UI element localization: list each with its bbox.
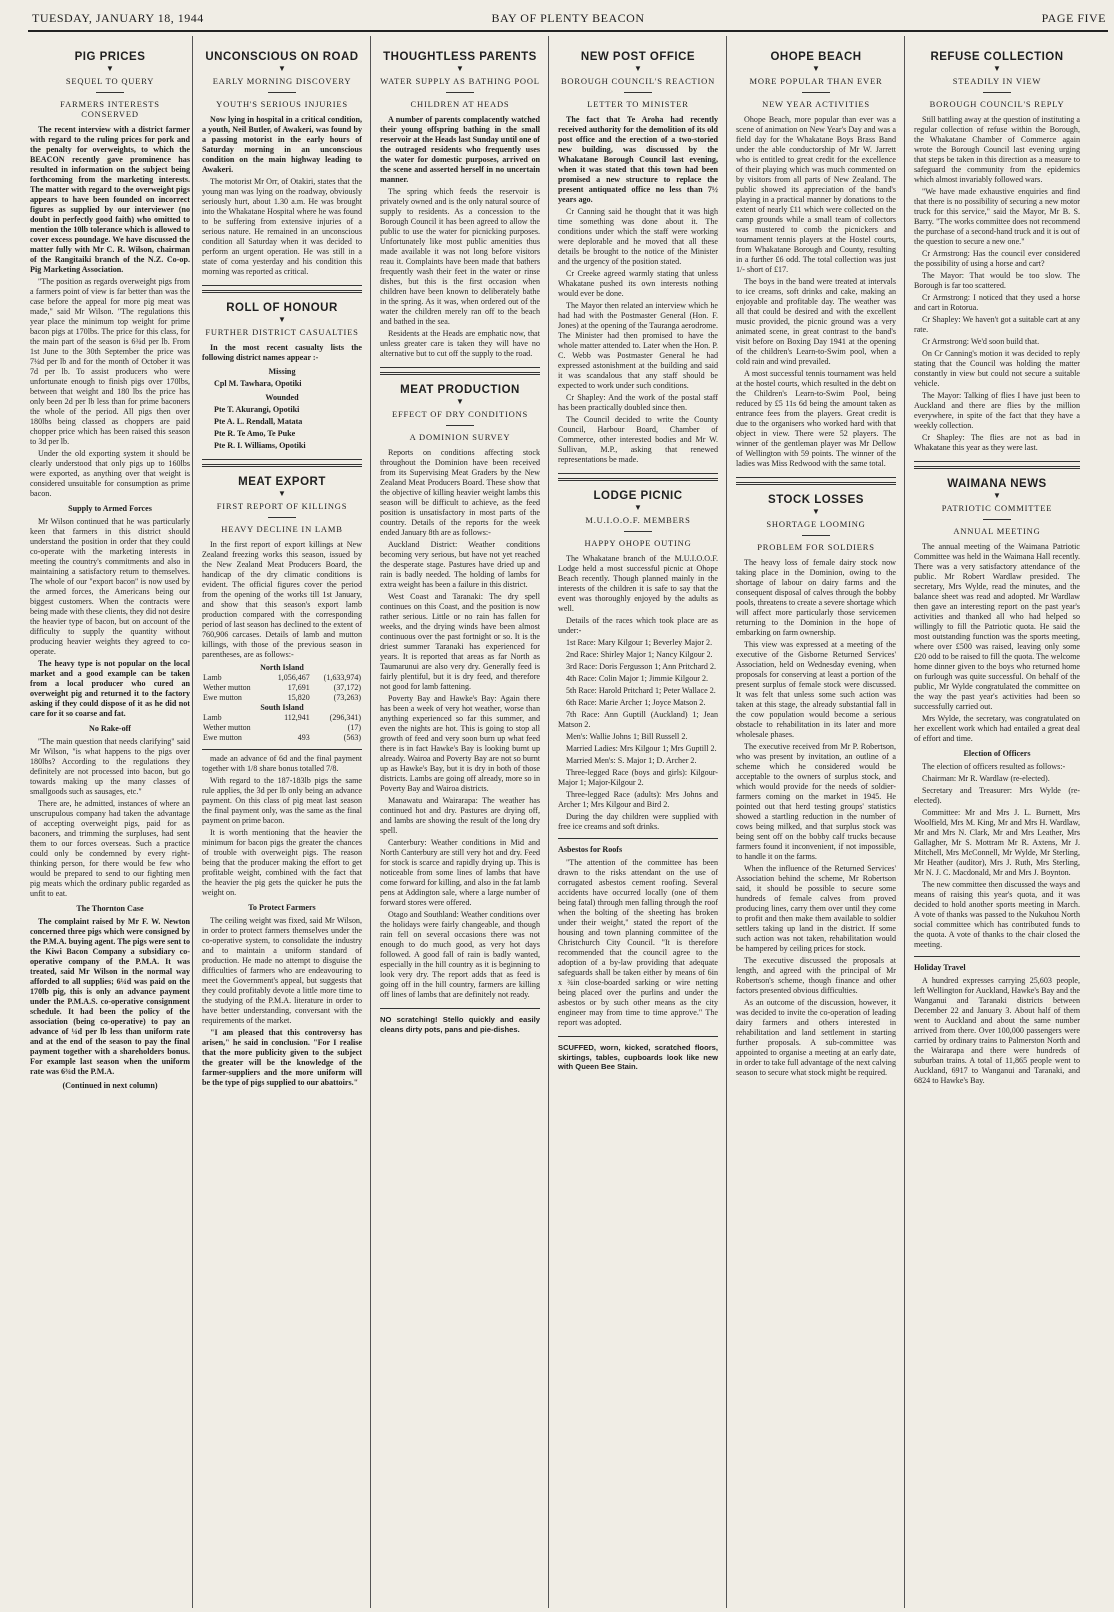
side-heading: Election of Officers [963,749,1031,758]
table-row [202,673,362,683]
paragraph: The motorist Mr Orr, of Otakiri, states that the young man was lying on the roadway, obviously seriously hurt, about 1.30 a.m. He was brought into the Whakatane Hospital where he was found to be suffering from extensive injuries of a serious nature. He remained in an unconscious condition all Saturday when it was decided to perform an urgent operation. He was still in a state of coma yesterday and his condition this morning was reported as critical. [202,177,362,276]
paragraph: With regard to the 187-183lb pigs the same rule applies, the 3d per lb only being an advance payment. On this class of pig meat last season the final payment only, was the same as the final payment on prime bacon. [202,776,362,825]
paragraph: When the influence of the Returned Services' Association behind the scheme, Mr Robertson said, it should be possible to secure some hundreds of female calves from proved producing lines, carry them over until they come to profit and then make them available to soldier settlers taking up land in the district. If some such action was not taken, rehabilitation would be hampered by ceiling prices for stock. [736,864,896,953]
wavy-divider [380,367,540,375]
side-heading: Supply to Armed Forces [68,504,152,513]
newspaper-title: BAY OF PLENTY BEACON [491,11,645,25]
table-cell: (37,172) [333,683,361,692]
paragraph: "The attention of the committee has been drawn to the risks attendant on the use of corrugated asbestos cement roofing. Several accidents have occurred locally (one of them being fatal) through men falling through the roof when the bolting of the sheeting has broken under their weight," stated the report of the housing and town planning committee of the Christchurch City Council. "It is therefore recommended that the council agree to the adoption of a by-law providing that adequate safeguards shall be taken either by means of 6in x ¾in close-boarded sarking or wire netting being placed over the purlins and under the asbestos or by such other means as the city engineer may from time to time approve." The report was adopted. [558,858,718,1027]
paragraph: Poverty Bay and Hawke's Bay: Again there has been a week of very hot weather, worse than anything experienced so far this summer, and even the nights are hot. This is going to stop all growth of feed and very soon burn up what feed there is in fact Hawke's Bay is looking burnt up already. Wairoa and Poverty Bay are not so burnt up as Hawke's Bay, but it is dry in both of those districts. Lambs are going off already, more so in Poverty Bay and Wairoa districts. [380,694,540,793]
race-result: 6th Race: Marie Archer 1; Joyce Matson 2. [566,698,706,707]
article-lead: A number of parents complacently watched their young offspring bathing in the small reservoir at the Heads last Sunday until one of the outraged residents who frequently uses the water for domestic purposes, arrived on the scene and asserted herself in no uncertain manner. [380,115,540,184]
paragraph: The Council decided to write the County Council, Harbour Board, Chamber of Commerce, other interested bodies and Mr W. Sullivan, M.P., asking that renewed representations be made. [558,415,718,464]
race-result: Married Men's: S. Major 1; D. Archer 2. [566,756,697,765]
triangle-ornament: ▼ [278,315,286,324]
paragraph: West Coast and Taranaki: The dry spell continues on this Coast, and the position is now rather serious. Little or no rain has fallen for weeks, and the drying winds have been almost continuous over the past fortnight or so. It is the driest summer Taranaki has experienced for years. It is reported that areas as far North as Taumarunui are also very dry. Generally feed is fairly plentiful, but it is dry feed, and therefore not good for lamb fattening. [380,592,540,691]
article-subhead: SEQUEL TO QUERY [65,76,155,86]
paragraph: The spring which feeds the reservoir is privately owned and is the only natural source of supply to residents. As a concession to the Borough Council it has been agreed to allow the public to use the water for picnicking purposes. Unfortunately like most public amenities thus made available it was not long before visitors reau it. Complaints have been made that bathers frequently wash their feet in the water or rinse dishes, but this is the first occasion when children have been known to deliberately bathe in the spring. As it was, when ordered out of the water the children merely ran off to the beach and bathed in the sea. [380,187,540,326]
article-stock-losses [736,495,896,1078]
list-item: Pte R. Te Amo, Te Puke [214,429,296,438]
paragraph: Otago and Southland: Weather conditions over the holidays were fairly changeable, and though rain fell on several occasions there was not enough to do much good, as very hot days followed. A good fall of rain is badly wanted, especially in the hill country as it is beginning to look very dry. The report adds that as feed is going off in the hill country, farmers are killing off lines of lambs that are definitely not ready. [380,910,540,999]
side-heading: Holiday Travel [914,963,966,972]
side-heading: To Protect Farmers [248,903,316,912]
side-heading: Asbestos for Roofs [558,845,623,854]
article-headline: STOCK LOSSES [768,494,864,506]
article-subhead: PATRIOTIC COMMITTEE [941,503,1053,513]
wavy-divider [202,285,362,293]
table-cell: Wether mutton [203,683,251,692]
paragraph: The executive received from Mr P. Robertson, who was present by invitation, an outline of a scheme which he considered would be acceptable to the owners of surplus stock, and which would provide for the needs of soldier-farmers coming on the market in 1945. He pointed out that herd testing groups' statistics showed a startling reduction in the number of cows being milked, and that surplus stock was being sent off on the bobby calf trucks because farmers found it inconvenient, if not impossible, to handle it on the farms. [736,742,896,861]
divider [558,838,718,839]
article-waimana-news [914,479,1080,950]
table-group-heading: South Island [260,703,304,712]
race-result: 1st Race: Mary Kilgour 1; Beverley Major 2. [566,638,713,647]
paragraph: made an advance of 6d and the final payment together with 1/8 share bonus totalled 7/8. [202,754,362,773]
paragraph: The Mayor: That would be too slow. The Borough is far too scattered. [914,271,1080,290]
paragraph: Still battling away at the question of instituting a regular collection of refuse within the Borough, the Whakatane Chamber of Commerce again wrote the Borough Council last evening urging that steps be taken in this direction as a measure to safeguard the community from the epidemics which almost invariably followed wars. [914,115,1080,184]
paragraph: Ohope Beach, more popular than ever was a scene of animation on New Year's Day and was a field day for the Whakatane Boys Brass Band under the able conductorship of Mr W. Jarrett who is entitled to great credit for the excellence of their playing which was much commented on by visitors from all parts of New Zealand. The public showed its appreciation of the band's playing in a practical manner by donations to the extent of nearly £11 which were collected on the camp grounds while a small team of collectors was mustered to comb the picnickers and tournament tennis players at the Hostel courts, from Whakatane Borough and County, resulting in a further £6 odd. The total collection was just 1/- short of £17. [736,115,896,274]
paragraph: The heavy loss of female dairy stock now taking place in the Dominion, owing to the shortage of labour on dairy farms and the consequent disposal of calves through the bobby pools, threatens to create a severe shortage which will affect more particularly those servicemen returning to the Dominion in the hope of embarking on farm ownership. [736,558,896,637]
article-subhead: MORE POPULAR THAN EVER [749,76,883,86]
table-cell: Wether mutton [203,723,251,732]
article-subhead: EARLY MORNING DISCOVERY [212,76,352,86]
article-refuse-collection [914,52,1080,453]
triangle-ornament: ▼ [634,64,642,73]
side-heading: No Rake-off [88,724,132,733]
article-headline: REFUSE COLLECTION [930,51,1064,63]
paragraph: Cr Canning said he thought that it was high time something was done about it. The conditions under which the staff were working were deplorable and he moved that all these details be brought to the notice of the Minister and the urgency of the position stated. [558,207,718,266]
table-cell: 15,820 [287,693,310,702]
divider [983,92,1011,93]
article-headline: MEAT PRODUCTION [400,384,520,396]
article-headline: PIG PRICES [74,51,146,63]
article-subhead: EFFECT OF DRY CONDITIONS [391,409,529,419]
page-number: PAGE FIVE [1041,11,1106,25]
divider [268,92,296,93]
race-result: Three-legged Race (boys and girls): Kilgour-Major 1; Major-Kilgour 2. [558,768,718,787]
masthead [28,6,1108,32]
article-headline: THOUGHTLESS PARENTS [383,51,537,63]
article-subhead: WATER SUPPLY AS BATHING POOL [380,76,540,86]
article-meat-export [202,477,362,743]
paragraph: Mr Wilson continued that he was particularly keen that farmers in this district should understand the position in order that they could co-operate with the marketing interests in meeting the country's commitments and also in maintaining a satisfactory return to themselves. The whole of our "export bacon" is now used by the armed forces, the Americans being our biggest customers. When the contracts were being made with these clients, they did not desire the heavier type of bacon, but on account of the difficulty to supply the quantity without producing heavier weights they agreed to co-operate. [30,517,190,656]
paragraph: Cr Armstrong: I noticed that they used a horse and cart in Rotorua. [914,293,1080,312]
article-pig-prices-continued [202,754,362,1088]
article-subhead: YOUTH'S SERIOUS INJURIES [216,99,348,109]
table-cell [267,723,311,733]
table-cell: (563) [343,733,361,742]
paragraph: The heavy type is not popular on the local market and a good example can be taken from a local producer who cured an overweight pig and returned it to the factory asking if they could dispose of it as he did not care for it so coarse and fat. [30,659,190,718]
table-cell: Ewe mutton [203,733,242,742]
column-3 [380,38,540,1608]
article-subhead: FIRST REPORT OF KILLINGS [216,501,348,511]
article-subhead: A DOMINION SURVEY [409,432,511,442]
race-result: Men's: Wallie Johns 1; Bill Russell 2. [566,732,688,741]
paragraph: "We have made exhaustive enquiries and find that there is no possibility of securing a new motor truck for this service," said the Mayor, Mr B. S. Barry. "The works committee does not recommend the purchase of a second-hand truck and it is out of the question to secure a new one." [914,187,1080,246]
race-result: 2nd Race: Shirley Major 1; Nancy Kilgour 2. [566,650,713,659]
article-subhead: SHORTAGE LOOMING [766,519,866,529]
table-row [202,733,362,743]
divider [268,517,296,518]
paragraph: Auckland District: Weather conditions becoming very serious, but have not yet reached the desperate stage. Pastures have dried up and rain is badly needed. The holding of lambs for extra weight has been a failure in this district. [380,540,540,589]
article-headline: OHOPE BEACH [770,51,862,63]
race-result: 5th Race: Harold Pritchard 1; Peter Wallace 2. [566,686,716,695]
paragraph: Mrs Wylde, the secretary, was congratulated on her excellent work which had entailed a great deal of effort and time. [914,714,1080,743]
wavy-divider [558,473,718,481]
continued-note: (Continued in next column) [62,1081,158,1090]
table-cell: 112,941 [284,713,310,722]
column-5 [736,38,896,1608]
article-headline: UNCONSCIOUS ON ROAD [205,51,359,63]
article-headline: WAIMANA NEWS [947,478,1047,490]
list-item: Pte R. I. Williams, Opotiki [214,441,306,450]
article-subhead: BOROUGH COUNCIL'S REACTION [560,76,716,86]
paragraph: The Whakatane branch of the M.U.I.O.O.F. Lodge held a most successful picnic at Ohope Beach recently. Though planned mainly in the interests of the children it is safe to say that the event was thoroughly enjoyed by the adults as well. [558,554,718,613]
column-rule [192,36,193,1608]
table-row [202,683,362,693]
divider [624,531,652,532]
table-cell: 493 [297,733,310,742]
table-cell: 1,056,467 [277,673,310,682]
article-subhead: FARMERS INTERESTS CONSERVED [60,99,160,119]
paragraph: Cr Armstrong: Has the council ever considered the possibility of using a horse and cart? [914,249,1080,268]
paragraph: As an outcome of the discussion, however, it was decided to invite the co-operation of leading dairy farmers and others interested in rehabilitation and land settlement in starting further proposals. A sub-committee was appointed to organise a meeting at an early date, in order to take full advantage of the next calving season to secure what stock might be required. [736,998,896,1077]
divider [983,519,1011,520]
paragraph: A hundred expresses carrying 25,603 people, left Wellington for Auckland, Hawke's Bay and the Wanganui and Taranaki districts between December 22 and January 3. About half of them went to Auckland and about the same number arrived from there. Over 100,000 passengers were carried by ordinary trains to Palmerston North and the Wairarapa and there were hundreds of suburban trains. A total of 11,865 people went to Auckland, 6917 to Wanganui and Taranaki, and 6824 to Hawke's Bay. [914,976,1080,1085]
paragraph: Secretary and Treasurer: Mrs Wylde (re-elected). [914,786,1080,805]
article-new-post-office [558,52,718,465]
article-headline: MEAT EXPORT [238,476,326,488]
paragraph: The new committee then discussed the ways and means of raising this year's quota, and it was decided to hold another sports meeting in March. A vote of thanks was passed to the Nukuhou North social committee which has contributed funds to the quota. A vote of thanks to the chair closed the meeting. [914,880,1080,949]
paragraph: The election of officers resulted as follows:- [922,762,1066,771]
article-holiday-travel [914,963,1080,1086]
wavy-divider [736,477,896,485]
paragraph: "The main question that needs clarifying" said Mr Wilson, "is what happens to the pigs over 180lbs? According to the regulations they definitely are not processed into bacon, but go towards making up the many classes of smallgoods such as sausages, etc." [30,737,190,796]
paragraph: A most successful tennis tournament was held at the hostel courts, which resulted in the debt on the Children's Learn-to-Swim Pool, being reduced by £5 11s 6d being the amount taken as entrance fees from the players. Great credit is due to the organisers who worked hard with that object in view. There were 52 players. The winner of the gentleman player was Mr Dellow of Wellington with 59 points. The winner of the ladies was Miss Redwood with the same total. [736,369,896,468]
article-subhead: ANNUAL MEETING [953,526,1041,536]
article-pig-prices [30,52,190,1091]
triangle-ornament: ▼ [456,64,464,73]
paragraph: The Mayor then related an interview which he had had with the Postmaster General (Hon. F. Jones) at the opening of the Tauranga aerodrome. The Minister had then promised to have the whole matter attended to. Later when the Hon. P. C. Webb was Postmaster General he had expressed astonishment at the building and said it was scandalous that any staff should be expected to work under such conditions. [558,301,718,390]
triangle-ornament: ▼ [278,489,286,498]
list-item: Pte A. L. Rendall, Matata [214,417,303,426]
divider [802,92,830,93]
article-headline: LODGE PICNIC [593,490,683,502]
triangle-ornament: ▼ [993,491,1001,500]
advertisement-queen-bee-stain: SCUFFED, worn, kicked, scratched floors, skirtings, tables, cupboards look like new with Queen Bee Stain. [558,1036,718,1072]
article-subhead: PROBLEM FOR SOLDIERS [757,542,875,552]
divider [96,92,124,93]
article-lead: Now lying in hospital in a critical condition, a youth, Neil Butler, of Awakeri, was found by a passing motorist in the early hours of Saturday morning in an unconscious condition on the main highway leading to Awakeri. [202,115,362,174]
divider [202,749,362,750]
triangle-ornament: ▼ [993,64,1001,73]
paragraph: Cr Creeke agreed warmly stating that unless Whakatane pushed its own interests nothing would ever be done. [558,269,718,298]
article-unconscious-on-road [202,52,362,277]
paragraph: "I am pleased that this controversy has arisen," he said in conclusion. "For I realise that the more publicity given to the subject the greater will be the knowledge of the farmer-suppliers and the more uniform will be the type of pigs supplied to our abattoirs." [202,1028,362,1087]
paragraph: Manawatu and Wairarapa: The weather has continued hot and dry. Pastures are drying off, and lambs are showing the result of the long dry spell. [380,796,540,835]
side-heading: The Thornton Case [76,904,144,913]
column-6 [914,38,1080,1608]
paragraph: During the day children were supplied with free ice creams and soft drinks. [558,812,718,831]
paragraph: The complaint raised by Mr F. W. Newton concerned three pigs which were consigned by the P.M.A. buying agent. The pigs were sent to the Kiwi Bacon Company a subsidiary co-operative company of the P.M.A. It was treated, said Mr Wilson in the normal way afforded to all supplies; 6¼d was paid on the 170lb pig, this is only an advance payment under the P.M.A.S. co-operative consignment schedule. It had been the policy of the association (being co-operative) to pay an advance of ¼d per lb less than uniform rate and at the end of the season to pay the final payment together with a shareholders bonus. For example last season when the uniform rate was 6¾d the P.M.A. [30,917,190,1076]
table-cell: Lamb [203,673,222,682]
race-result: 7th Race: Ann Guptill (Auckland) 1; Jean Matson 2. [558,710,718,729]
article-lead: In the most recent casualty lists the following district names appear :- [202,343,362,362]
killings-table [202,663,362,743]
paragraph: Cr Shapley: And the work of the postal staff has been practically doubled since then. [558,393,718,412]
paragraph: Cr Shapley: The flies are not as bad in Whakatane this year as they were last. [914,433,1080,452]
table-row [202,713,362,723]
list-heading: Wounded [265,393,299,402]
paragraph: On Cr Canning's motion it was decided to reply stating that the Council was holding the matter constantly in view but could not secure a suitable vehicle. [914,349,1080,388]
paragraph: This view was expressed at a meeting of the executive of the Gisborne Returned Services' Association, held on Wednesday evening, when proposals for conserving at least a portion of the present surplus of female stock were discussed. It was felt that unless some such action was taken at this stage, the already substantial fall in the cow population would become a serious obstacle to rehabilitation in its later and more wholesale phases. [736,640,896,739]
race-result: Married Ladies: Mrs Kilgour 1; Mrs Guptill 2. [566,744,717,753]
table-cell: Ewe mutton [203,693,242,702]
paragraph: Committee: Mr and Mrs J. L. Burnett, Mrs Woolfield, Mrs M. King, Mr and Mrs H. Wardlaw, Mr and Mrs N. Clark, Mr and Mrs Leather, Mrs Gallagher, Mr S. Mottram Mr R. Axtens, Mr J. Mitchell, Mrs McConnell, Mr Wylde, Mr Sterling, Mr Heather (auditor), Mrs J. Ruth, Mrs Sterling, Mr N. J. C. Macdonald, Mr and Mrs J. Boynton. [914,808,1080,877]
paragraph: Canterbury: Weather conditions in Mid and North Canterbury are still very hot and dry. Feed for stock is scarce and rapidly drying up. This is noticeable from some lines of lambs that have come forward for killing, and also in the fat lamb pens at Addington sale, where a large number of forward stores were offered. [380,838,540,907]
divider [914,956,1080,957]
article-roll-of-honour [202,303,362,451]
table-cell: (296,341) [329,713,361,722]
wavy-divider [202,459,362,467]
column-1 [30,38,190,1608]
paragraph: "The position as regards overweight pigs from a farmers point of view is far better than was the case before the appeal for more pig meat was made," said Mr Wilson. "The regulations this year place the minimum top weight for prime bacon pigs at 170lbs. The price for this class, for the main part of the season is 6¾d per lb. From 1st June to the 30th September the price was 7¼d per lb and for the month of October it was 7d per lb. To assist producers who were unfortunate enough to finish pigs over 170lbs, between that weight and 180 lbs the price has only been 2d per lb less than for prime baconers the whole of the period. All pigs then over 180lbs being classed as choppers are paid chopper price which has been raised this season to 3d per lb. [30,277,190,446]
triangle-ornament: ▼ [278,64,286,73]
article-subhead: CHILDREN AT HEADS [410,99,510,109]
paragraph: Cr Armstrong: We'd soon build that. [922,337,1040,346]
table-cell: 17,691 [287,683,310,692]
article-lead: The recent interview with a district farmer with regard to the ruling prices for pork and the penalty for overweights, to which the BEACON recently gave prominence has resulted in information on the subject being forthcoming from the marketing interests. The matter with regard to the overweight pigs appears to have been founded on incorrect figures as supplied by our interviewer (no doubt in perfectly good faith) who omitted to mention the 10lb tolerance which is allowed to cover excess poundage. We have discussed the matter fully with Mr C. R. Wilson, chairman of the Rangitaiki branch of the N.Z. Co-op. Pig Marketing Association. [30,125,190,274]
article-lodge-picnic [558,491,718,832]
column-rule [370,36,371,1608]
table-row [202,723,362,733]
paragraph: Details of the races which took place are as under:- [558,616,718,635]
triangle-ornament: ▼ [812,64,820,73]
paragraph: In the first report of export killings at New Zealand freezing works this season, issued by the New Zealand Meat Producers Board, the handicap of the dry climatic conditions is evident. The official figures cover the period from the opening of the works till 1st January, and show that this season's export lamb production compared with the corresponding period of last season has declined to the extent of 760,906 carcases. Details of lamb and mutton killings, with those of the previous season in parentheses, are as follows:- [202,540,362,659]
paragraph: The ceiling weight was fixed, said Mr Wilson, in order to protect farmers themselves under the co-operative system, to consolidate the industry and to maintain a uniform standard of production. He made no attempt to disguise the difficulties of farmers who are endeavouring to meet the Government's appeal, but suggests that they could profitably devote a little more time to the studying of the P.M.A. literature in order to have better understanding, conversant with the requirements of the market. [202,916,362,1025]
article-subhead: BOROUGH COUNCIL'S REPLY [929,99,1065,109]
paragraph: The executive discussed the proposals at length, and agreed with the principal of Mr Robertson's scheme, though finance and other factors presented obvious difficulties. [736,956,896,995]
paragraph: The Mayor: Talking of flies I have just been to Auckland and there are flies by the million everywhere, in spite of the fact that they have a weekly collection. [914,391,1080,430]
race-result: 3rd Race: Doris Fergusson 1; Ann Pritchard 2. [566,662,717,671]
divider [446,425,474,426]
paragraph: The annual meeting of the Waimana Patriotic Committee was held in the Waimana Hall recently. There was a very satisfactory attendance of the public. Mr Robert Wardlaw presided. The secretary, Mrs Wylde, read the minutes, and the balance sheet was read and adopted. Mr Wardlaw then gave an interesting report on the past year's activities and thanked all who had helped so willingly to fill the Patriotic quota. He said the most outstanding function was the sports meeting, where over £500 was raised, leaving only some £20 odd to be raised to fill the quota. The welcome home dinner given to the boys who returned home on furlough was quite successful. On behalf of the public, Mr Wylde congratulated the committee on the way the past year's activities had been so successfully carried out. [914,542,1080,711]
article-subhead: HAPPY OHOPE OUTING [584,538,692,548]
table-cell: (17) [347,723,361,732]
triangle-ornament: ▼ [634,503,642,512]
table-cell: (1,633,974) [323,673,361,682]
article-headline: ROLL OF HONOUR [226,302,338,314]
paragraph: The boys in the band were treated at intervals to ice creams, soft drinks and cake, making an enjoyable and profitable day. The weather was all that could be desired and with the excellent music provided, the picnic ground was a very animated scene, in great contrast to the band's visit before on Boxing Day 1941 at the opening of the children's Learn-to-Swim pool, when a cold rain and wind prevailed. [736,277,896,366]
triangle-ornament: ▼ [812,507,820,516]
article-lead: The fact that Te Aroha had recently received authority for the demolition of its old post office and the erection of a two-storied new building, was discussed by the Whakatane Borough Council last evening, when it was stated that this town had been promised a new structure to replace the present antiquated office no less than 7½ years ago. [558,115,718,204]
list-item: Pte T. Akurangi, Opotiki [214,405,300,414]
paragraph: Cr Shapley: We haven't got a suitable cart at any rate. [914,315,1080,334]
race-result: Three-legged Race (adults): Mrs Johns and Archer 1; Mrs Kilgour and Bird 2. [558,790,718,809]
article-meat-production [380,385,540,1000]
column-4 [558,38,718,1608]
article-subhead: NEW YEAR ACTIVITIES [762,99,870,109]
article-ohope-beach [736,52,896,469]
advertisement-stello: NO scratching! Stello quickly and easily cleans dirty pots, pans and pie-dishes. [380,1008,540,1034]
wavy-divider [914,461,1080,469]
paragraph: It is worth mentioning that the heavier the minimum for bacon pigs the greater the chances of trouble with overweight pigs. The reason being that the producer making the effort to get profitable weight, combined with the fact that the heavier the pig gets the quicker he puts the weight on. [202,828,362,897]
table-row [202,693,362,703]
issue-date: TUESDAY, JANUARY 18, 1944 [32,11,204,25]
triangle-ornament: ▼ [456,397,464,406]
column-2 [202,38,362,1608]
article-subhead: M.U.I.O.O.F. MEMBERS [585,515,691,525]
article-subhead: HEAVY DECLINE IN LAMB [221,524,343,534]
list-item: Cpl M. Tawhara, Opotiki [214,379,302,388]
article-subhead: STEADILY IN VIEW [952,76,1042,86]
paragraph: Under the old exporting system it should be clearly understood that only pigs up to 160lbs were exported, as anything over that weight is considered unsuitable for consumption as prime bacon. [30,449,190,498]
divider [624,92,652,93]
race-result: 4th Race: Colin Major 1; Jimmie Kilgour 2. [566,674,709,683]
column-rule [548,36,549,1608]
paragraph: There are, he admitted, instances of where an unscrupulous company had taken the advantage of accepting overweight pigs, paid for as baconers, and trimming the surpluses, had sent them to our forces overseas. Such a practice could only be condemned by every right-thinking person, for there would be few who would be prepared to send to our fighting men pig meats which the ordinary public regarded as unfit to eat. [30,799,190,898]
divider [446,92,474,93]
article-subhead: FURTHER DISTRICT CASUALTIES [205,327,359,337]
article-asbestos [558,845,718,1028]
table-cell: Lamb [203,713,222,722]
divider [802,535,830,536]
list-heading: Missing [268,367,296,376]
column-rule [904,36,905,1608]
article-subhead: LETTER TO MINISTER [587,99,689,109]
article-thoughtless-parents [380,52,540,359]
article-headline: NEW POST OFFICE [580,51,696,63]
paragraph: Residents at the Heads are emphatic now, that unless greater care is taken they will have no alternative but to cut off the supply to the road. [380,329,540,358]
table-cell: (73,263) [333,693,361,702]
paragraph: Chairman: Mr R. Wardlaw (re-elected). [922,774,1050,783]
column-rule [726,36,727,1608]
table-group-heading: North Island [260,663,304,672]
triangle-ornament: ▼ [106,64,114,73]
paragraph: Reports on conditions affecting stock throughout the Dominion have been received from its Supervising Meat Graders by the New Zealand Meat Producers Board. These show that the objective of killing heavier weight lambs this season will be difficult to achieve, as the feed position is unsatisfactory in most parts of the country. Details of the reports for the week ended January 8th are as follows:- [380,448,540,537]
